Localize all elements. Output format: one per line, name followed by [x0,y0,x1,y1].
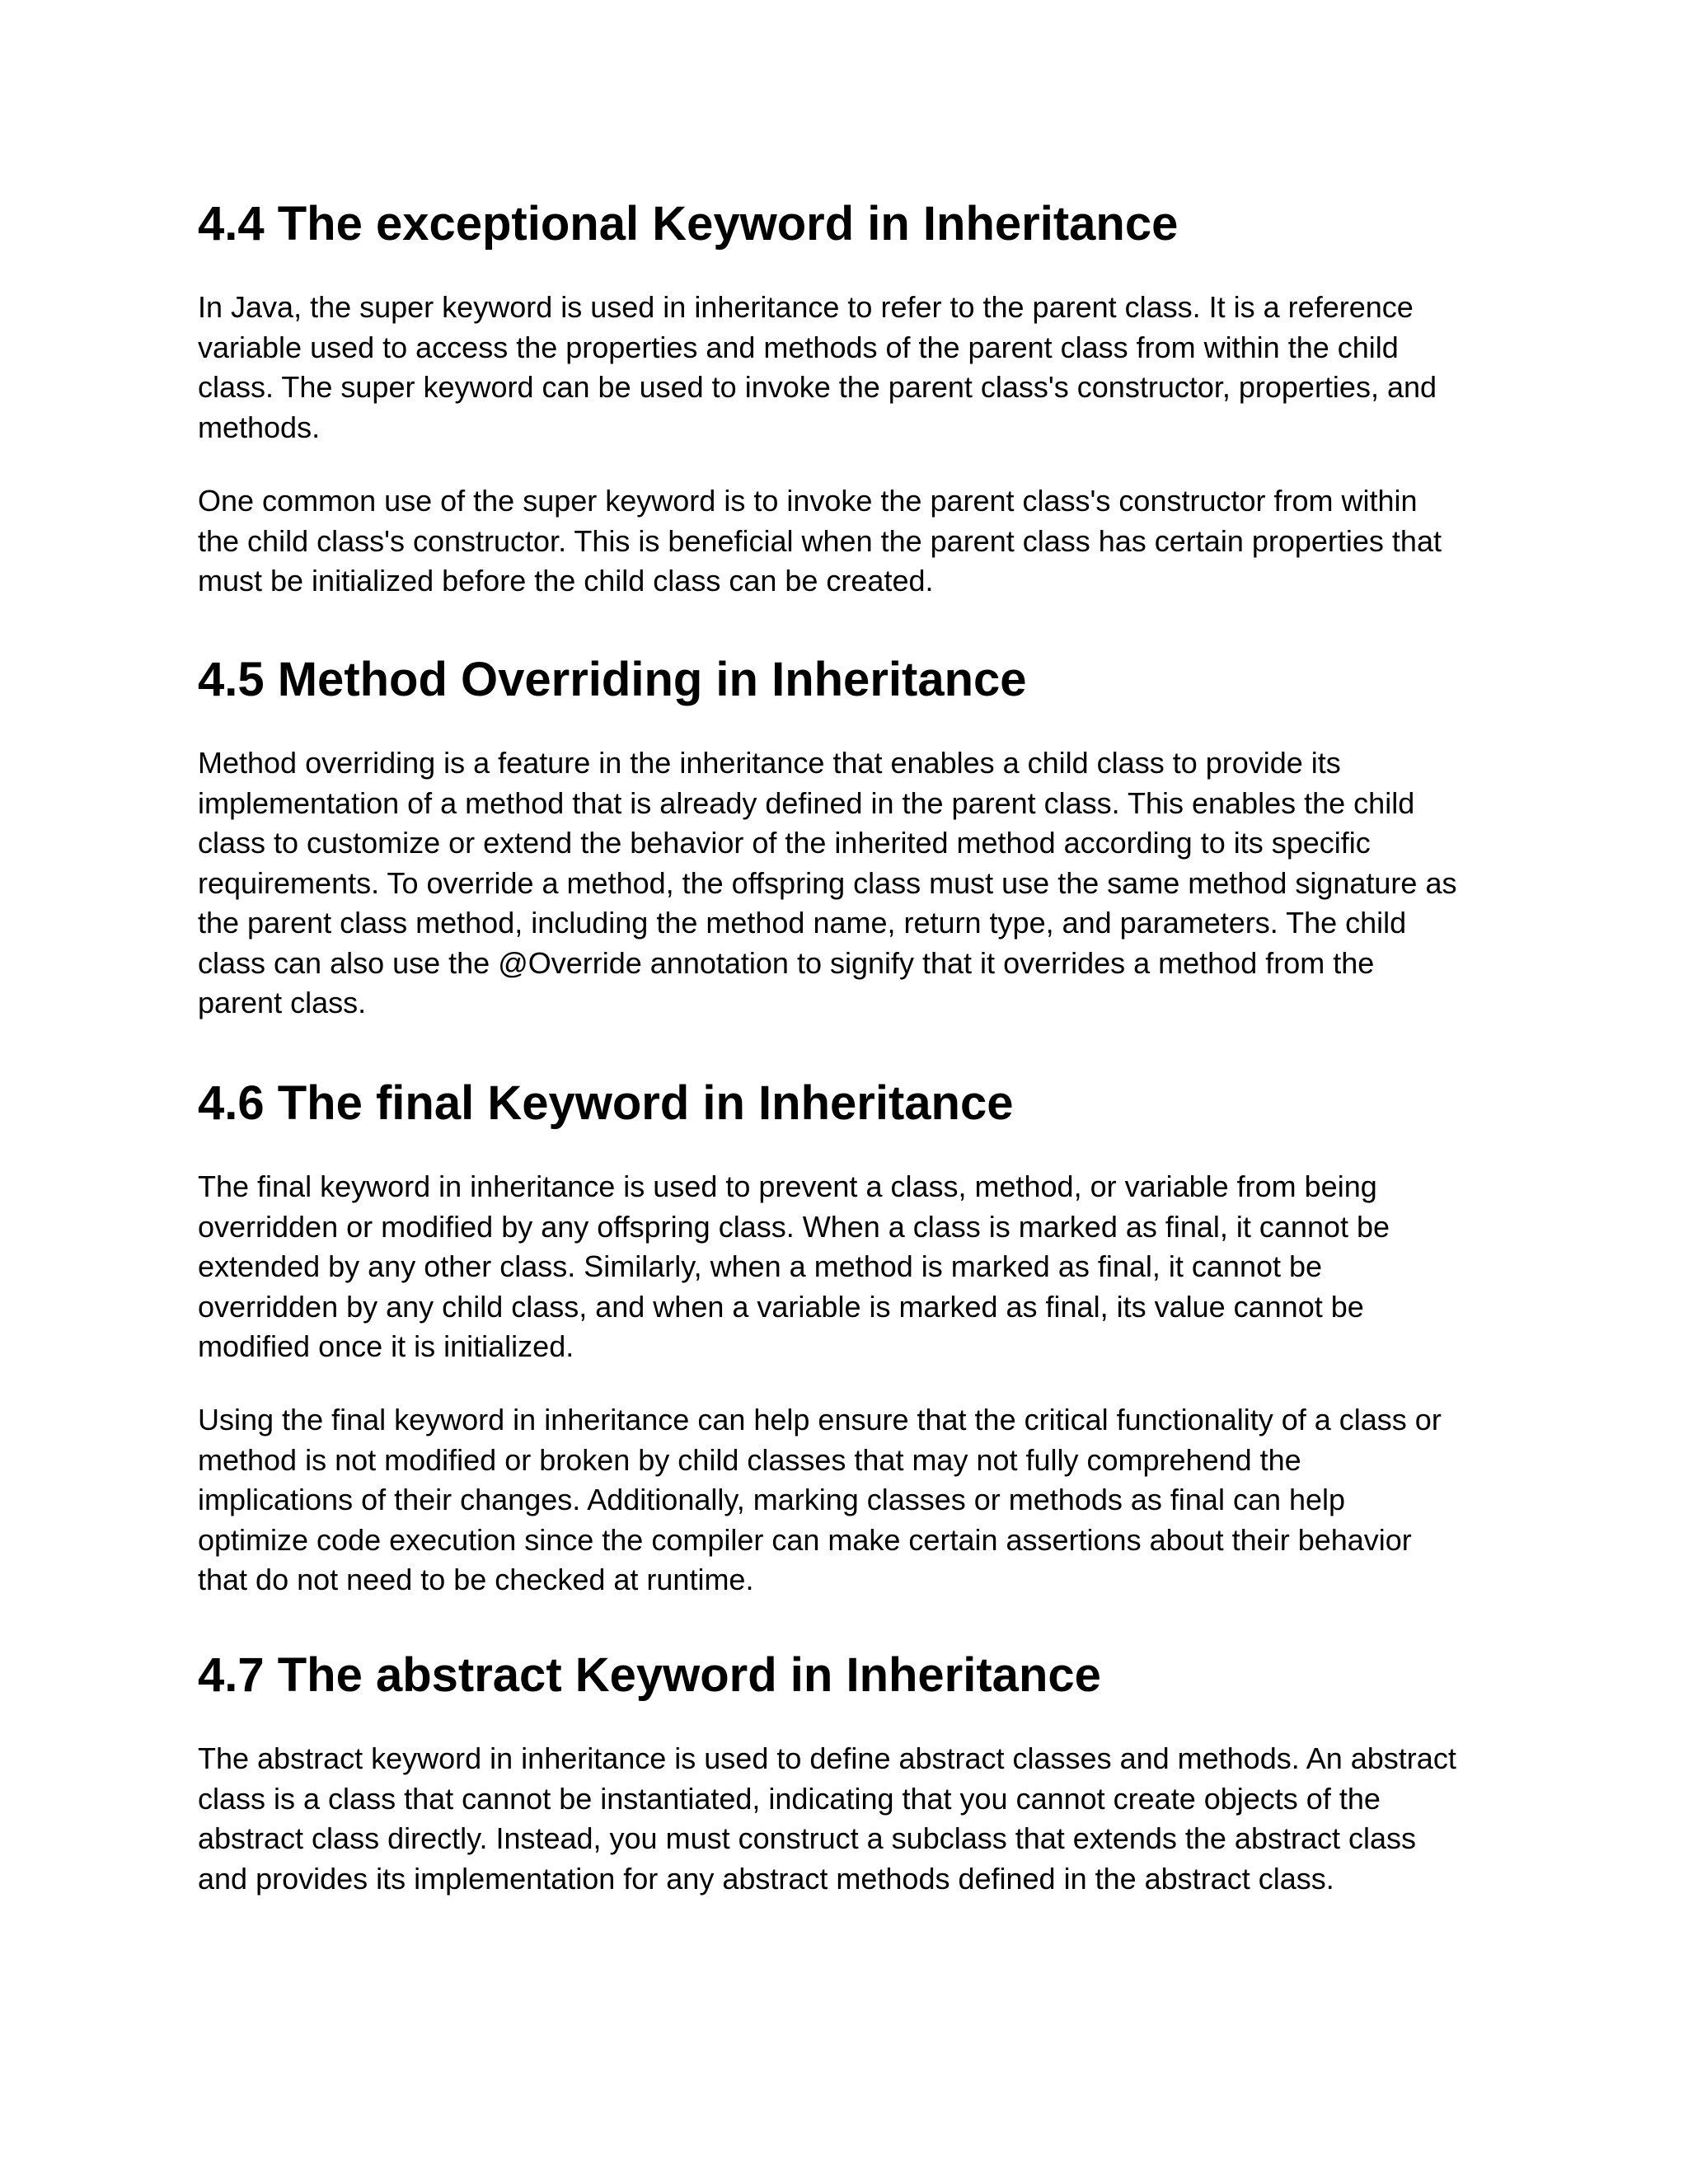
text-line: modified once it is initialized. [198,1329,574,1363]
text-line: methods. [198,410,321,444]
text-line: the parent class method, including the method name, return type, and parameters. The child [198,906,1407,940]
text-line: The abstract keyword in inheritance is used to define abstract classes and methods. An abstract [198,1741,1456,1775]
section-4-7-paragraph-1 [198,1739,1456,1899]
text-line: optimize code execution since the compiler can make certain assertions about their behavior [198,1522,1412,1557]
section-heading-4-6: 4.6 The final Keyword in Inheritance [198,1076,1014,1130]
section-heading-4-7: 4.7 The abstract Keyword in Inheritance [198,1648,1101,1702]
text-line: that do not need to be checked at runtime. [198,1563,754,1596]
text-line: and provides its implementation for any abstract methods defined in the abstract class. [198,1861,1334,1896]
text-line: Using the final keyword in inheritance can help ensure that the critical functionality of a class or [198,1403,1442,1436]
text-line: class can also use the @Override annotation to signify that it overrides a method from the [198,945,1375,980]
text-line: Method overriding is a feature in the inheritance that enables a child class to provide its [198,746,1341,780]
text-line: abstract class directly. Instead, you must construct a subclass that extends the abstract class [198,1821,1417,1855]
section-4-4-paragraph-1 [198,288,1437,448]
text-line: method is not modified or broken by child classes that may not fully comprehend the [198,1442,1301,1477]
text-line: class. The super keyword can be used to invoke the parent class's constructor, properties, and [198,370,1437,404]
text-line: requirements. To override a method, the offspring class must use the same method signature as [198,865,1457,900]
text-line: One common use of the super keyword is to invoke the parent class's constructor from within [198,484,1418,518]
section-4-4-paragraph-2 [198,481,1442,602]
text-line: The final keyword in inheritance is used to prevent a class, method, or variable from being [198,1169,1377,1203]
section-4-6-paragraph-2 [198,1400,1442,1601]
section-heading-4-5: 4.5 Method Overriding in Inheritance [198,653,1027,706]
section-heading-4-4: 4.4 The exceptional Keyword in Inheritance [198,197,1179,251]
text-line: class to customize or extend the behavior of the inherited method according to its specific [198,826,1371,860]
text-line: the child class's constructor. This is beneficial when the parent class has certain properties that [198,523,1442,558]
text-line: In Java, the super keyword is used in inheritance to refer to the parent class. It is a reference [198,290,1414,324]
text-line: implementation of a method that is already defined in the parent class. This enables the child [198,785,1415,820]
text-line: overridden by any child class, and when a variable is marked as final, its value cannot be [198,1289,1364,1324]
section-4-5-paragraph-1 [198,743,1456,1024]
section-4-6-paragraph-1 [198,1167,1390,1367]
text-line: variable used to access the properties and methods of the parent class from within the child [198,330,1399,364]
text-line: implications of their changes. Additionally, marking classes or methods as final can help [198,1483,1346,1516]
text-line: class is a class that cannot be instantiated, indicating that you cannot create objects of the [198,1781,1381,1816]
text-line: parent class. [198,986,367,1019]
text-line: overridden or modified by any offspring class. When a class is marked as final, it cannot be [198,1209,1390,1244]
text-line: extended by any other class. Similarly, when a method is marked as final, it cannot be [198,1249,1323,1283]
text-line: must be initialized before the child class can be created. [198,564,934,598]
